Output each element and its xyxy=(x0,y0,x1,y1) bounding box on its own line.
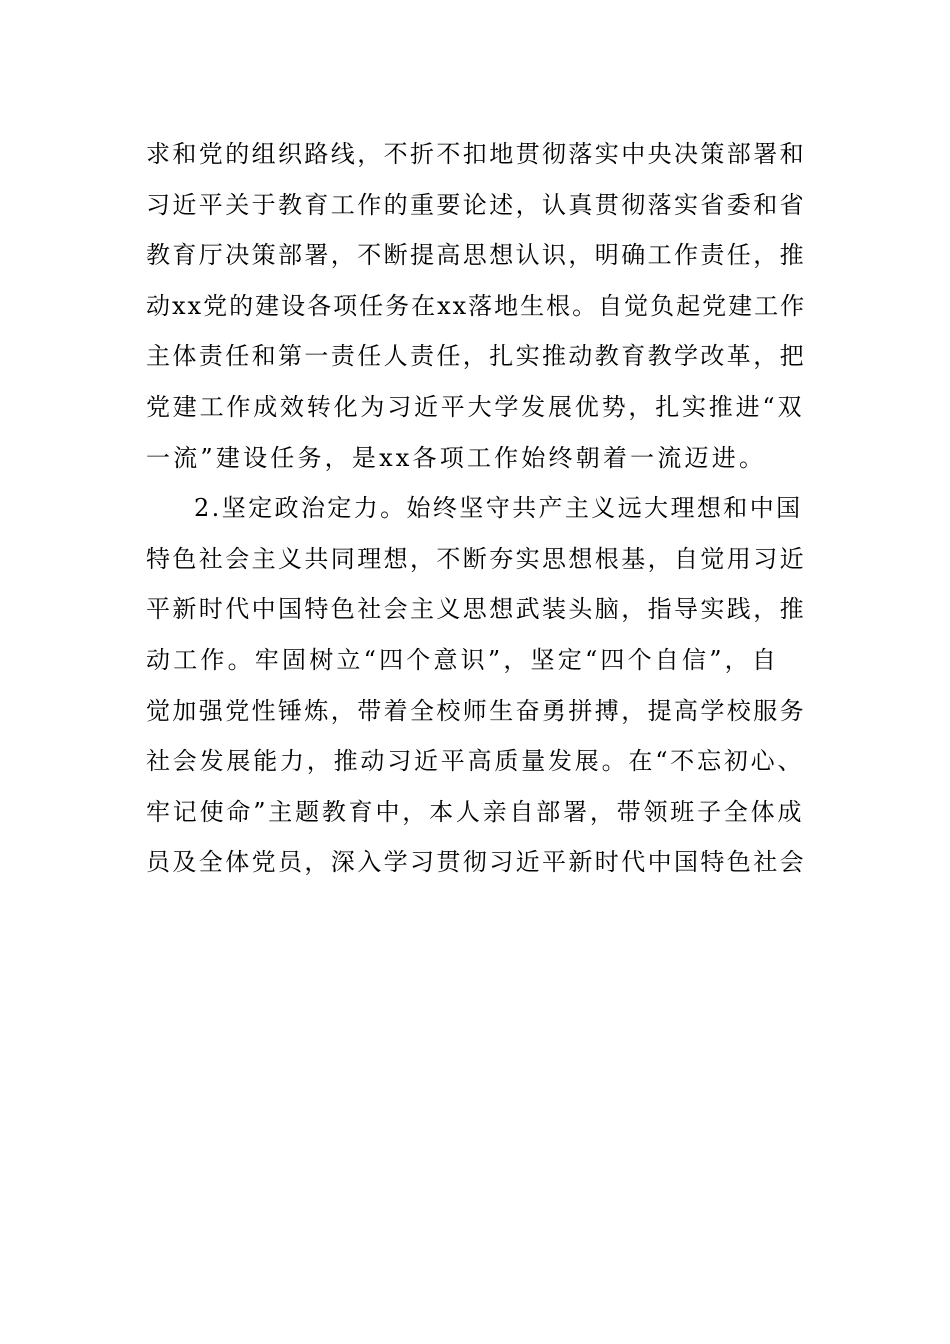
text-line: 动xx党的建设各项任务在xx落地生根。自觉负起党建工作 xyxy=(146,291,807,320)
text-line: 牢记使命”主题教育中，本人亲自部署，带领班子全体成 xyxy=(146,797,805,826)
text-line: 主体责任和第一责任人责任，扎实推动教育教学改革，把 xyxy=(146,342,806,371)
text-line: 教育厅决策部署，不断提高思想认识，明确工作责任，推 xyxy=(146,241,806,270)
text-line: 觉加强党性锤炼，带着全校师生奋勇拼搏，提高学校服务 xyxy=(146,696,806,725)
document-body xyxy=(146,129,806,888)
paragraph-2 xyxy=(146,483,806,888)
text-line: 一流”建设任务，是xx各项工作始终朝着一流迈进。 xyxy=(146,443,767,472)
text-line: 动工作。牢固树立“四个意识”，坚定“四个自信”，自 xyxy=(146,645,780,674)
text-line: 习近平关于教育工作的重要论述，认真贯彻落实省委和省 xyxy=(146,190,806,219)
paragraph-1 xyxy=(146,129,806,483)
text-line: 平新时代中国特色社会主义思想武装头脑，指导实践，推 xyxy=(146,595,806,624)
text-line: 党建工作成效转化为习近平大学发展优势，扎实推进“双 xyxy=(146,392,805,421)
text-line: 员及全体党员，深入学习贯彻习近平新时代中国特色社会 xyxy=(146,848,806,877)
text-line: 2.坚定政治定力。始终坚守共产主义远大理想和中国 xyxy=(194,494,803,523)
text-line: 特色社会主义共同理想，不断夯实思想根基，自觉用习近 xyxy=(146,544,806,573)
text-line: 社会发展能力，推动习近平高质量发展。在“不忘初心、 xyxy=(146,747,805,776)
text-line: 求和党的组织路线，不折不扣地贯彻落实中央决策部署和 xyxy=(146,140,806,168)
